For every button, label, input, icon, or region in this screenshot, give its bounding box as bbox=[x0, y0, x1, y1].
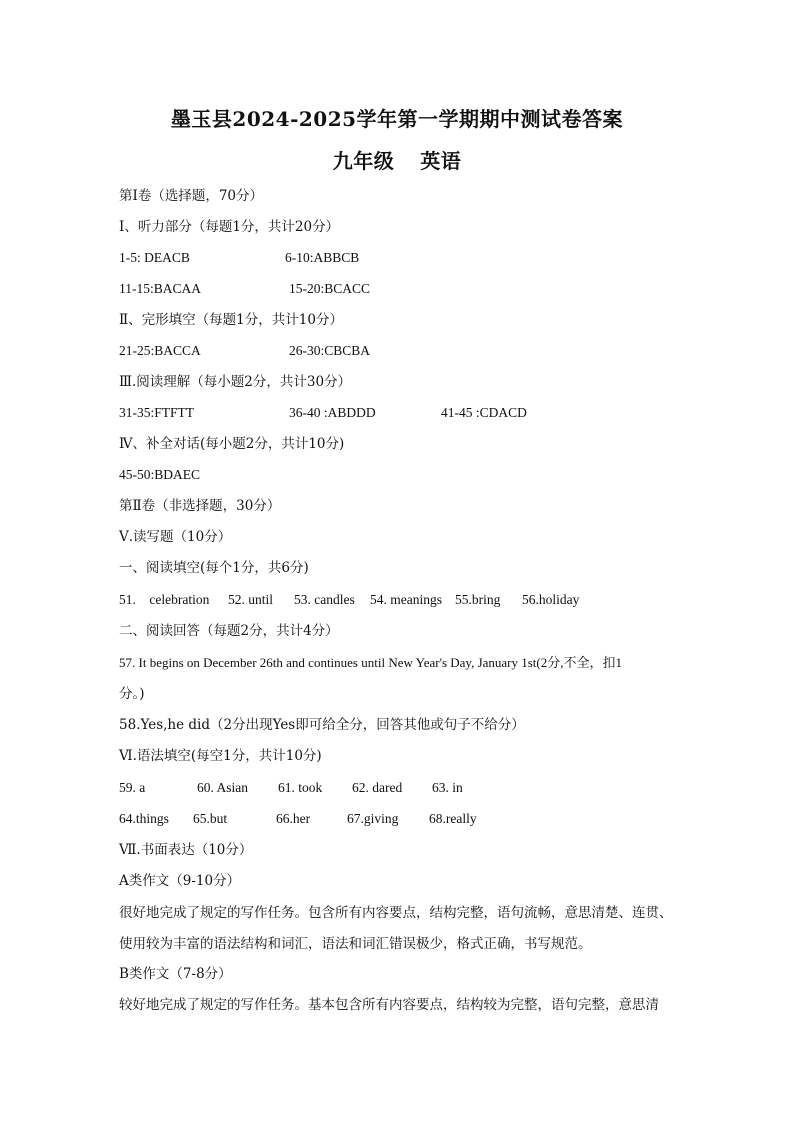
writing-b-description: 较好地完成了规定的写作任务。基本包含所有内容要点，结构较为完整，语句完整，意思清 bbox=[119, 997, 659, 1013]
answer-group: 41-45 :CDACD bbox=[441, 405, 527, 420]
subject-label: 英语 bbox=[420, 149, 462, 173]
answer-group: 21-25:BACCA bbox=[119, 343, 201, 358]
answer-item: 64.things bbox=[119, 811, 169, 826]
answer-item: 61. took bbox=[278, 780, 323, 795]
part2-heading: 第Ⅱ卷（非选择题，30分） bbox=[119, 498, 281, 514]
answer-group: 6-10:ABBCB bbox=[285, 250, 360, 265]
answer-item: 56.holiday bbox=[522, 592, 580, 607]
answer-item: 59. a bbox=[119, 780, 146, 795]
writing-b-heading: B类作文（7-8分） bbox=[119, 966, 232, 982]
answer-item: 68.really bbox=[429, 811, 477, 826]
answer-item: 66.her bbox=[276, 811, 311, 826]
dialogue-row-1: 45-50:BDAEC bbox=[119, 467, 200, 482]
reading-heading: Ⅲ.阅读理解（每小题2分，共计30分） bbox=[119, 374, 352, 390]
answer-group: 26-30:CBCBA bbox=[289, 343, 371, 358]
q57-answer-line-2: 分。) bbox=[119, 686, 145, 702]
reading-row-1 bbox=[119, 404, 679, 422]
answer-group: 31-35:FTFTT bbox=[119, 405, 195, 420]
answer-group: 36-40 :ABDDD bbox=[289, 405, 376, 420]
dialogue-heading: Ⅳ、补全对话(每小题2分，共计10分) bbox=[119, 436, 345, 452]
grammar-row-2 bbox=[119, 810, 679, 828]
fill-heading: 一、阅读填空(每个1分，共6分) bbox=[119, 560, 309, 576]
answer-item: 65.but bbox=[193, 811, 228, 826]
answer-group: 15-20:BCACC bbox=[289, 281, 371, 296]
grammar-row-1 bbox=[119, 779, 679, 797]
part1-heading: 第Ⅰ卷（选择题，70分） bbox=[119, 188, 264, 204]
answer-item: 62. dared bbox=[352, 780, 403, 795]
cloze-row-1 bbox=[119, 342, 679, 360]
answer-group: 1-5: DEACB bbox=[119, 250, 190, 265]
document-title: 墨玉县2024-2025学年第一学期期中测试卷答案 bbox=[170, 107, 624, 131]
answer-item: 51. celebration bbox=[119, 592, 210, 607]
readwrite-heading: Ⅴ.读写题（10分） bbox=[119, 529, 232, 545]
answer-item: 53. candles bbox=[294, 592, 355, 607]
answer-item: 63. in bbox=[432, 780, 463, 795]
listening-row-2 bbox=[119, 280, 679, 298]
writing-a-heading: A类作文（9-10分） bbox=[119, 873, 241, 889]
grammar-heading: Ⅵ.语法填空(每空1分，共计10分) bbox=[119, 748, 322, 764]
answer-item: 52. until bbox=[228, 592, 274, 607]
listening-row-1 bbox=[119, 249, 679, 267]
listening-heading: Ⅰ、听力部分（每题1分，共计20分） bbox=[119, 219, 340, 235]
qa-heading: 二、阅读回答（每题2分，共计4分） bbox=[119, 623, 339, 639]
cloze-heading: Ⅱ、完形填空（每题1分，共计10分） bbox=[119, 312, 343, 328]
answer-item: 60. Asian bbox=[197, 780, 249, 795]
answer-item: 55.bring bbox=[455, 592, 501, 607]
answer-group: 11-15:BACAA bbox=[119, 281, 202, 296]
q58-answer: 58.Yes,he did（2分出现Yes即可给全分，回答其他或句子不给分） bbox=[119, 717, 525, 733]
q57-answer-line-1: 57. It begins on December 26th and continues until New Year's Day, January 1st(2分,不全，扣1 bbox=[119, 655, 622, 670]
writing-a-description: 很好地完成了规定的写作任务。包含所有内容要点，结构完整，语句流畅，意思清楚、连贯、使用较为丰富的语法结构和词汇，语法和词汇错误极少，格式正确，书写规范。 bbox=[119, 905, 673, 952]
answer-item: 54. meanings bbox=[370, 592, 442, 607]
fill-answers-row bbox=[119, 591, 679, 609]
answer-item: 67.giving bbox=[347, 811, 399, 826]
grade-label: 九年级 bbox=[332, 149, 395, 173]
writing-heading: Ⅶ.书面表达（10分） bbox=[119, 842, 253, 858]
document-subtitle bbox=[0, 145, 794, 174]
